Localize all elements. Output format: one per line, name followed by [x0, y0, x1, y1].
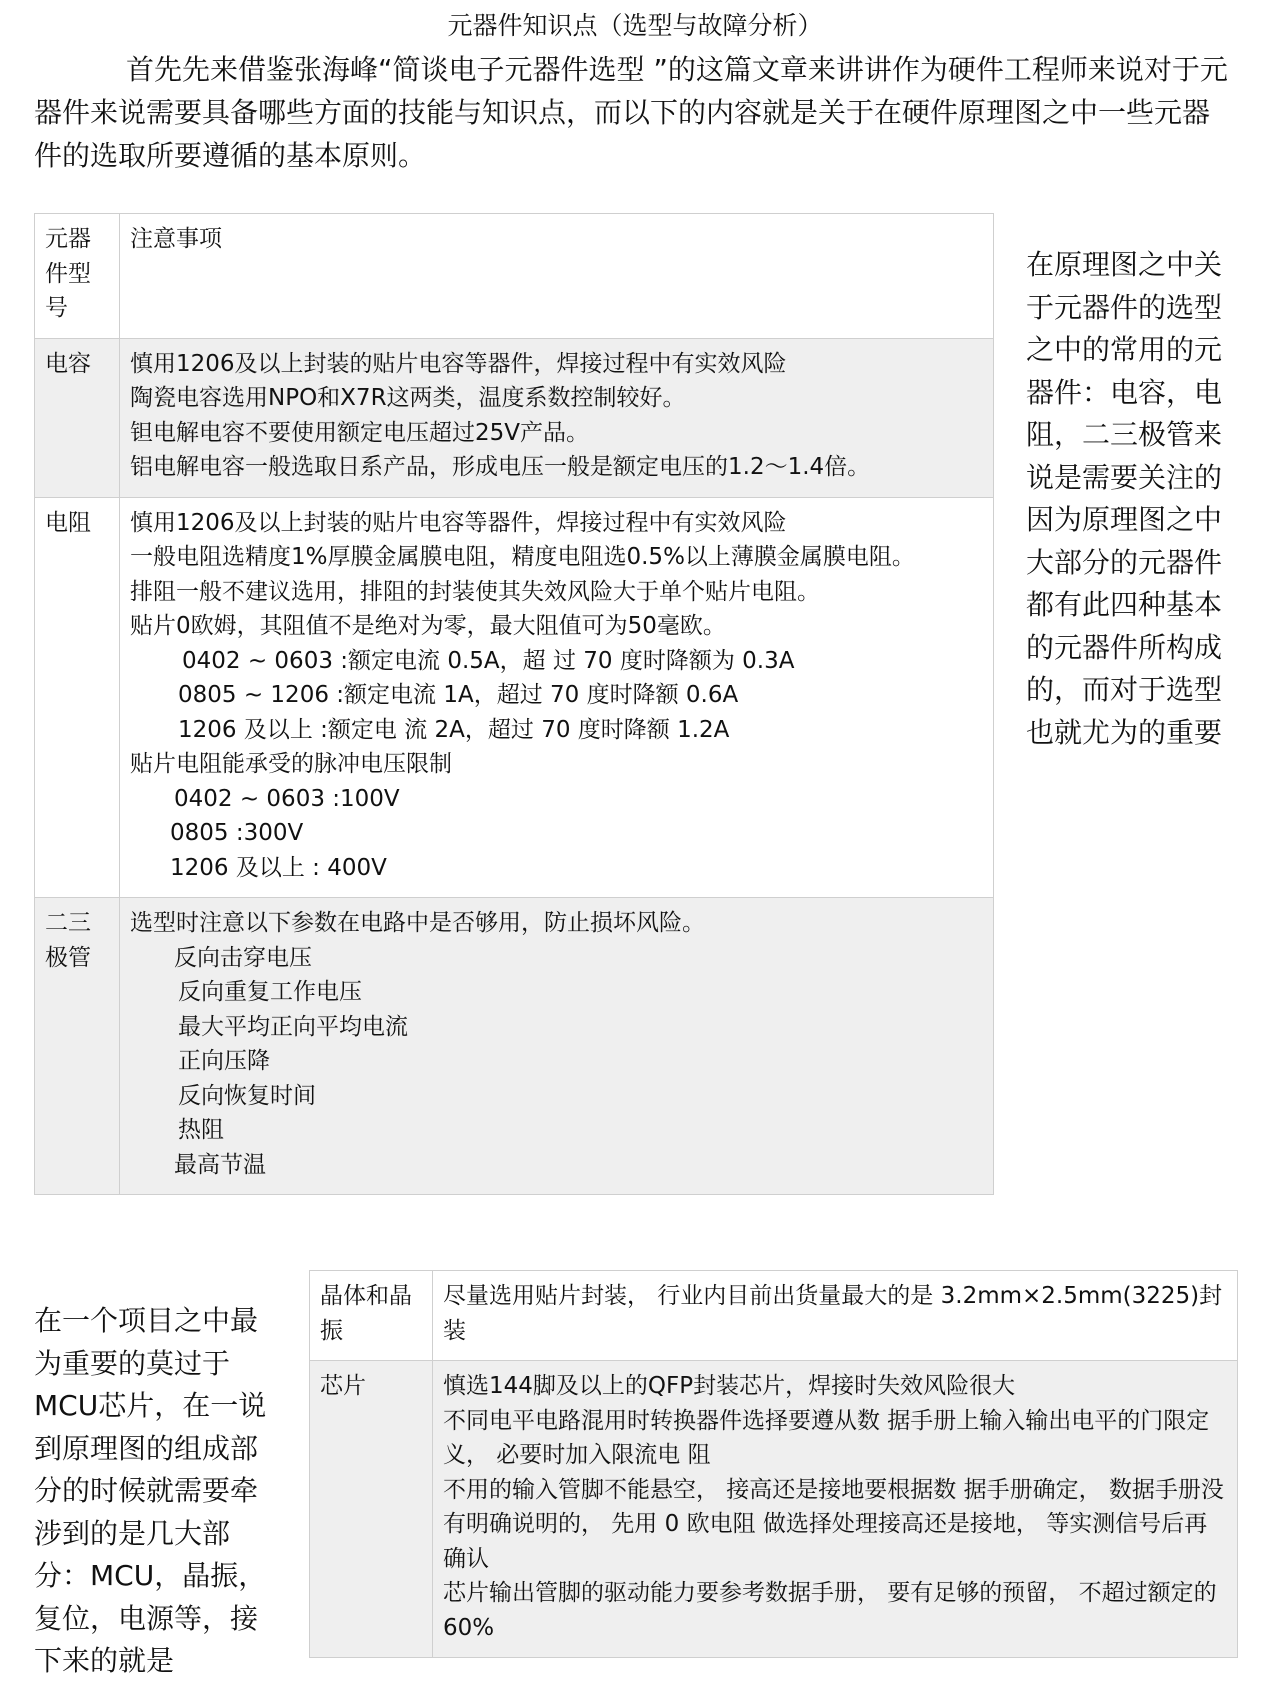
table-header-row	[35, 214, 994, 339]
component-table	[34, 213, 994, 1195]
resistor-pulse-limit: 1206 及以上 : 400V	[170, 854, 387, 881]
crystal-row	[310, 1271, 1238, 1361]
diode-param: 最高节温	[174, 1151, 266, 1178]
diode-param: 反向击穿电压	[174, 944, 312, 971]
header-notes-cell	[120, 214, 994, 339]
header-type-cell	[35, 214, 120, 339]
diode-param: 正向压降	[178, 1048, 270, 1074]
chip-type-label: 芯片	[320, 1373, 366, 1399]
crystal-type-cell	[310, 1271, 433, 1361]
intro-paragraph: 首先先来借鉴张海峰“简谈电子元器件选型 ”的这篇文章来讲讲作为硬件工程师来说对于元器件来说需要具备哪些方面的技能与知识点，而以下的内容就是关于在硬件原理图之中一些元器件的选取所要遵循的基本原则。	[34, 53, 1228, 172]
crystal-notes-cell	[433, 1271, 1238, 1361]
crystal-type-label: 晶体和晶振	[320, 1283, 412, 1344]
capacitor-notes-cell	[120, 338, 994, 497]
diode-param: 最大平均正向平均电流	[178, 1013, 408, 1040]
resistor-current-rating: 0402 ~ 0603 :额定电流 0.5A，超 过 70 度时降额为 0.3A	[182, 647, 795, 674]
diode-type-label: 二三极管	[45, 910, 91, 971]
resistor-type-cell	[35, 497, 120, 898]
capacitor-note: 钽电解电容不要使用额定电压超过25V产品。	[130, 419, 590, 446]
resistor-pulse-title: 贴片电阻能承受的脉冲电压限制	[130, 751, 452, 777]
diode-param: 热阻	[178, 1117, 224, 1143]
resistor-current-rating: 1206 及以上 :额定电 流 2A，超过 70 度时降额 1.2A	[178, 716, 730, 743]
capacitor-note: 陶瓷电容选用NPO和X7R这两类，温度系数控制较好。	[130, 385, 686, 411]
diode-type-cell	[35, 898, 120, 1195]
capacitor-type-cell	[35, 338, 120, 497]
capacitor-note: 慎用1206及以上封装的贴片电容等器件，焊接过程中有实效风险	[130, 350, 787, 377]
resistor-notes-cell	[120, 497, 994, 898]
crystal-note: 尽量选用贴片封装， 行业内目前出货量最大的是 3.2mm×2.5mm(3225)封装	[443, 1283, 1223, 1344]
chip-note: 不用的输入管脚不能悬空， 接高还是接地要根据数 据手册确定， 数据手册没有明确说明的， 先用 0 欧电阻 做选择处理接高还是接地， 等实测信号后再确认	[443, 1476, 1224, 1572]
chip-note: 慎选144脚及以上的QFP封装芯片，焊接时失效风险很大	[443, 1373, 1016, 1399]
chip-note: 芯片输出管脚的驱动能力要参考数据手册， 要有足够的预留， 不超过额定的 60%	[443, 1580, 1217, 1641]
diode-intro: 选型时注意以下参数在电路中是否够用，防止损坏风险。	[130, 910, 705, 936]
chip-notes-cell	[433, 1361, 1238, 1658]
resistor-pulse-limit: 0805 :300V	[170, 820, 304, 846]
diode-param: 反向恢复时间	[178, 1082, 316, 1109]
resistor-note: 排阻一般不建议选用，排阻的封装使其失效风险大于单个贴片电阻。	[130, 578, 820, 605]
diode-notes-cell	[120, 898, 994, 1195]
chip-table	[309, 1270, 1238, 1658]
chip-note: 不同电平电路混用时转换器件选择要遵从数 据手册上输入输出电平的门限定义， 必要时加入限流电 阻	[443, 1407, 1210, 1468]
diode-param: 反向重复工作电压	[178, 979, 362, 1005]
side-note-mcu: 在一个项目之中最为重要的莫过于MCU芯片，在一说到原理图的组成部分的时候就需要牵涉到的是几大部分：MCU，晶振，复位，电源等，接下来的就是	[34, 1304, 267, 1677]
capacitor-row	[35, 338, 994, 497]
diode-row	[35, 898, 994, 1195]
header-type-label: 元器件型号	[45, 226, 91, 321]
capacitor-note: 铝电解电容一般选取日系产品，形成电压一般是额定电压的1.2～1.4倍。	[130, 454, 871, 480]
resistor-current-rating: 0805 ~ 1206 :额定电流 1A，超过 70 度时降额 0.6A	[178, 682, 739, 708]
chip-row	[310, 1361, 1238, 1658]
resistor-note: 慎用1206及以上封装的贴片电容等器件，焊接过程中有实效风险	[130, 509, 787, 536]
resistor-row	[35, 497, 994, 898]
capacitor-type-label: 电容	[45, 350, 91, 377]
chip-type-cell	[310, 1361, 433, 1658]
resistor-type-label: 电阻	[45, 509, 91, 536]
resistor-note: 贴片0欧姆，其阻值不是绝对为零，最大阻值可为50毫欧。	[130, 613, 726, 639]
side-note-components: 在原理图之中关于元器件的选型之中的常用的元器件：电容，电阻，二三极管来说是需要关注的因为原理图之中大部分的元器件都有此四种基本的元器件所构成的，而对于选型也就尤为的重要	[1026, 248, 1223, 749]
document-title: 元器件知识点（选型与故障分析）	[447, 11, 823, 40]
header-notes-label: 注意事项	[130, 226, 222, 252]
resistor-note: 一般电阻选精度1%厚膜金属膜电阻，精度电阻选0.5%以上薄膜金属膜电阻。	[130, 544, 915, 570]
resistor-pulse-limit: 0402 ~ 0603 :100V	[174, 785, 400, 812]
